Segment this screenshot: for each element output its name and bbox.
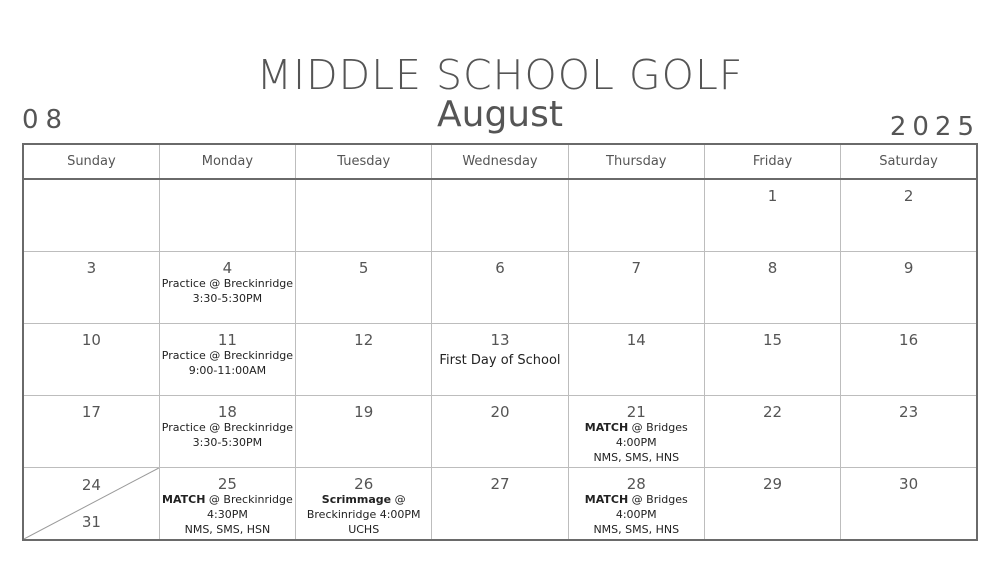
event-text: 4:00PM <box>615 508 657 521</box>
day-cell <box>296 324 432 396</box>
event-text: @ Bridges <box>628 421 688 434</box>
weekday-monday: Monday <box>159 144 295 179</box>
day-number: 12 <box>354 331 374 349</box>
day-number: 28 <box>626 475 646 493</box>
event-text: Practice @ Breckinridge <box>161 421 294 434</box>
day-cell <box>159 252 295 324</box>
day-number: 31 <box>81 513 101 531</box>
event-text: @ Breckinridge <box>205 493 293 506</box>
day-cell <box>704 396 840 468</box>
day-cell <box>841 396 977 468</box>
day-number: 13 <box>490 331 510 349</box>
day-number: 11 <box>217 331 237 349</box>
event-text: 4:30PM <box>207 508 248 521</box>
day-number: 24 <box>81 476 101 494</box>
day-cell <box>704 324 840 396</box>
event-line <box>296 492 431 507</box>
event-line <box>569 507 704 522</box>
day-number: 15 <box>763 331 783 349</box>
day-number: 19 <box>354 403 374 421</box>
day-number: 17 <box>81 403 101 421</box>
weekday-thursday: Thursday <box>568 144 704 179</box>
event-text: NMS, SMS, HNS <box>593 451 680 464</box>
event-type: MATCH <box>584 493 629 506</box>
calendar-weeks <box>23 179 977 540</box>
event-line <box>432 352 567 370</box>
day-number: 10 <box>81 331 101 349</box>
event-text: Practice @ Breckinridge <box>161 349 294 362</box>
day-number: 1 <box>767 187 778 205</box>
day-number: 16 <box>899 331 919 349</box>
day-number: 20 <box>490 403 510 421</box>
event-line <box>569 420 704 435</box>
event-line <box>160 522 295 537</box>
day-cell <box>704 252 840 324</box>
event-line <box>569 492 704 507</box>
day-cell <box>159 324 295 396</box>
event-line <box>160 348 295 363</box>
day-cell <box>841 252 977 324</box>
weekday-wednesday: Wednesday <box>432 144 568 179</box>
day-cell <box>296 252 432 324</box>
event-line <box>160 276 295 291</box>
day-cell <box>704 179 840 252</box>
day-cell <box>841 468 977 541</box>
month-name: August <box>437 94 563 135</box>
week-row <box>23 324 977 396</box>
day-cell <box>23 468 159 541</box>
day-cell <box>568 179 704 252</box>
day-cell <box>432 179 568 252</box>
day-number: 26 <box>354 475 374 493</box>
day-cell <box>568 324 704 396</box>
event-line <box>160 507 295 522</box>
day-cell <box>23 396 159 468</box>
event-text: UCHS <box>348 523 380 536</box>
event-text: First Day of School <box>439 353 561 368</box>
calendar-grid <box>22 143 978 541</box>
event-text: NMS, SMS, HNS <box>593 523 680 536</box>
day-number: 9 <box>903 259 914 277</box>
week-row <box>23 179 977 252</box>
day-cell <box>296 468 432 541</box>
day-cell <box>296 179 432 252</box>
event-text: Practice @ Breckinridge <box>161 277 294 290</box>
day-cell <box>704 468 840 541</box>
day-number: 7 <box>631 259 642 277</box>
event-text: @ Bridges <box>628 493 688 506</box>
day-number: 18 <box>217 403 237 421</box>
day-cell <box>432 468 568 541</box>
day-cell <box>23 252 159 324</box>
week-row <box>23 252 977 324</box>
day-cell <box>432 324 568 396</box>
weekday-friday: Friday <box>704 144 840 179</box>
day-number: 3 <box>86 259 97 277</box>
week-row <box>23 396 977 468</box>
year: 2025 <box>889 112 980 142</box>
day-cell <box>432 396 568 468</box>
day-cell <box>841 324 977 396</box>
event-text: @ <box>391 493 406 506</box>
event-text: Breckinridge 4:00PM <box>306 508 421 521</box>
event-line <box>569 522 704 537</box>
event-line <box>296 522 431 537</box>
event-line <box>160 492 295 507</box>
weekday-header-row <box>23 144 977 179</box>
day-number: 22 <box>763 403 783 421</box>
weekday-sunday: Sunday <box>23 144 159 179</box>
event-line <box>160 291 295 306</box>
day-number: 4 <box>222 259 233 277</box>
event-line <box>160 435 295 450</box>
day-cell <box>568 396 704 468</box>
month-number: 08 <box>22 105 70 135</box>
event-text: 3:30-5:30PM <box>192 292 263 305</box>
event-line <box>569 450 704 465</box>
event-text: 3:30-5:30PM <box>192 436 263 449</box>
day-number: 14 <box>626 331 646 349</box>
day-cell <box>23 324 159 396</box>
week-row <box>23 468 977 541</box>
day-number: 25 <box>217 475 237 493</box>
event-type: Scrimmage <box>321 493 392 506</box>
day-cell <box>432 252 568 324</box>
day-cell <box>296 396 432 468</box>
day-number: 8 <box>767 259 778 277</box>
day-number: 23 <box>899 403 919 421</box>
day-number: 2 <box>903 187 914 205</box>
day-cell <box>841 179 977 252</box>
day-number: 30 <box>899 475 919 493</box>
day-cell <box>568 252 704 324</box>
day-cell <box>568 468 704 541</box>
event-text: NMS, SMS, HSN <box>184 523 271 536</box>
day-cell <box>159 396 295 468</box>
calendar-title: MIDDLE SCHOOL GOLF <box>256 51 744 99</box>
day-number: 29 <box>763 475 783 493</box>
weekday-tuesday: Tuesday <box>296 144 432 179</box>
day-cell <box>159 468 295 541</box>
event-text: 4:00PM <box>615 436 657 449</box>
day-number: 6 <box>495 259 505 277</box>
weekday-saturday: Saturday <box>841 144 977 179</box>
event-line <box>160 363 295 378</box>
day-cell <box>159 179 295 252</box>
event-type: MATCH <box>162 493 206 506</box>
event-text: 9:00-11:00AM <box>188 364 267 377</box>
event-line <box>569 435 704 450</box>
day-number: 21 <box>626 403 646 421</box>
event-type: MATCH <box>584 421 629 434</box>
day-number: 5 <box>358 259 369 277</box>
day-number: 27 <box>490 475 510 493</box>
event-line <box>160 420 295 435</box>
event-line <box>296 507 431 522</box>
day-cell <box>23 179 159 252</box>
